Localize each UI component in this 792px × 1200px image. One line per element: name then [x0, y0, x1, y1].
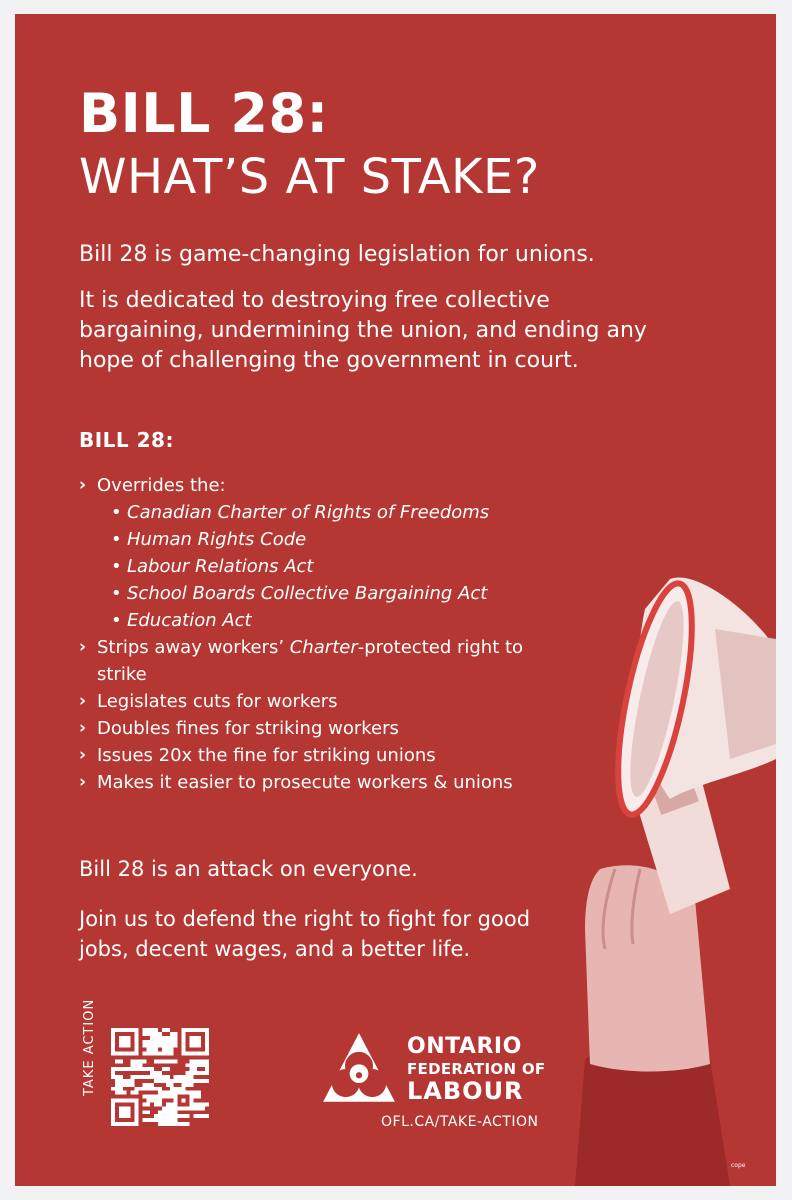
list-item: › Makes it easier to prosecute workers & unions: [79, 769, 539, 796]
ofl-name-line-2: FEDERATION OF: [407, 1060, 546, 1078]
sublist-item: • Human Rights Code: [111, 526, 539, 553]
chevron-right-icon: ›: [79, 745, 87, 765]
chevron-right-icon: ›: [79, 718, 87, 738]
ofl-url[interactable]: OFL.CA/TAKE-ACTION: [381, 1114, 539, 1130]
list-heading: BILL 28:: [79, 428, 174, 452]
qr-code[interactable]: [111, 1028, 209, 1126]
list-item: › Doubles fines for striking workers: [79, 715, 539, 742]
bullet-icon: •: [111, 610, 122, 631]
chevron-right-icon: ›: [79, 475, 87, 495]
call-to-action-text: Join us to defend the right to fight for good jobs, decent wages, and a better life.: [79, 907, 531, 961]
bullet-icon: •: [111, 502, 122, 523]
take-action-label: TAKE ACTION: [82, 998, 97, 1096]
sublist-item: • Canadian Charter of Rights of Freedoms: [111, 499, 539, 526]
description-paragraph: It is dedicated to destroying free collective bargaining, undermining the union, and ending any hope of challenging the government in court.: [79, 288, 647, 373]
bullet-icon: •: [111, 583, 122, 604]
bill-effects-list: [79, 472, 539, 796]
ofl-trillium-logo: [320, 1028, 398, 1110]
chevron-right-icon: ›: [79, 637, 87, 657]
union-bug: cope: [731, 1162, 746, 1169]
sublist-item: • Education Act: [111, 607, 539, 634]
sublist-item: • Labour Relations Act: [111, 553, 539, 580]
charter-emphasis: Charter: [289, 637, 358, 658]
megaphone-in-hand-illustration: [545, 569, 776, 1186]
bullet-icon: •: [111, 556, 122, 577]
closing-statement: Bill 28 is an attack on everyone.: [79, 857, 418, 881]
list-item: › Strips away workers’ Charter-protected right to strike: [79, 634, 539, 688]
sublist-item: • School Boards Collective Bargaining Act: [111, 580, 539, 607]
ofl-name: [407, 1034, 546, 1105]
poster: [15, 14, 776, 1186]
bullet-icon: •: [111, 529, 122, 550]
chevron-right-icon: ›: [79, 691, 87, 711]
overrides-label: Overrides the:: [97, 475, 226, 496]
list-item: › Legislates cuts for workers: [79, 688, 539, 715]
intro-text: Bill 28 is game-changing legislation for unions.: [79, 242, 595, 267]
title-line-1: BILL 28:: [79, 82, 329, 145]
chevron-right-icon: ›: [79, 772, 87, 792]
ofl-name-line-3: LABOUR: [407, 1077, 524, 1105]
ofl-name-line-1: ONTARIO: [407, 1034, 522, 1059]
list-item: › Issues 20x the fine for striking unions: [79, 742, 539, 769]
overrides-sublist: [97, 499, 539, 634]
list-item: [79, 472, 539, 634]
title-line-2: WHAT’S AT STAKE?: [79, 149, 540, 205]
